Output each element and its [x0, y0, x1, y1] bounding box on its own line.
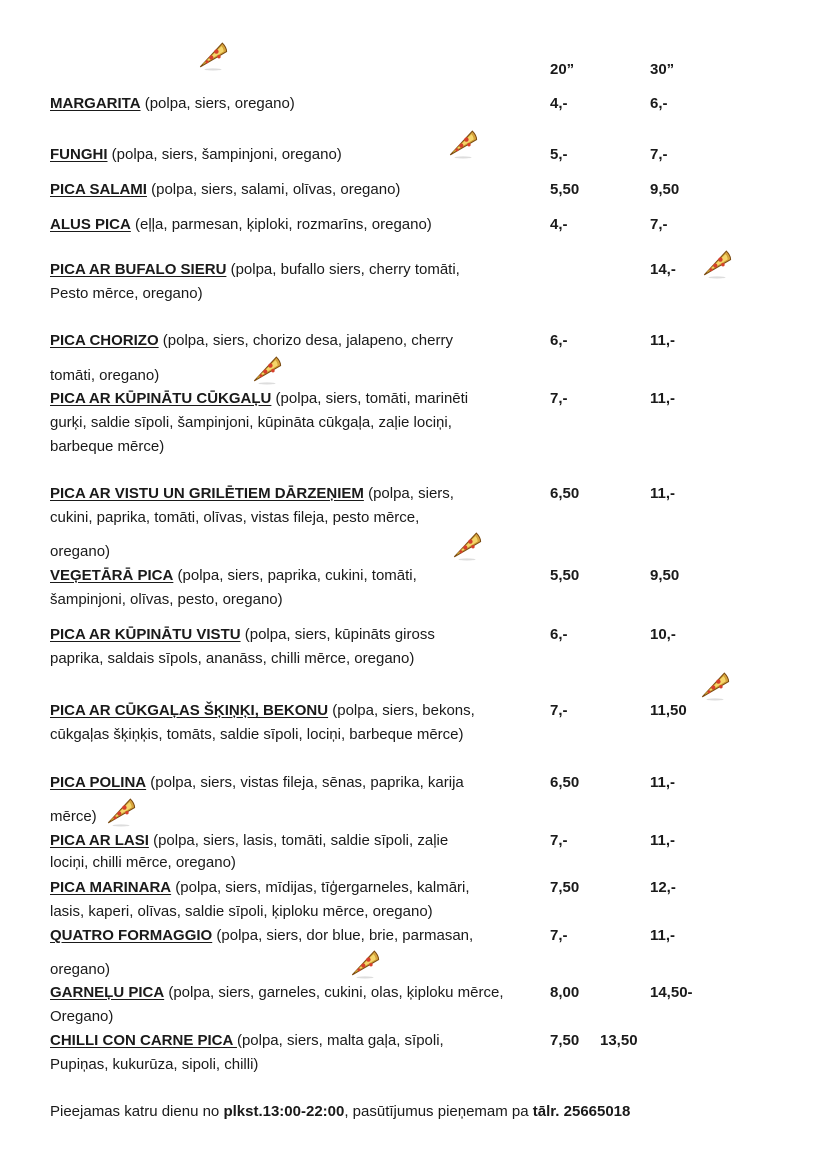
pizza-slice-icon	[446, 126, 480, 160]
price-20: 4,-	[550, 95, 568, 112]
item-desc: barbeque mērce)	[50, 438, 165, 455]
opening-hours: plkst.13:00-22:00	[223, 1103, 345, 1120]
item-desc: (polpa, siers, paprika, cukini, tomāti,	[173, 567, 417, 584]
footer-text: , pasūtījumus pieņemam pa	[344, 1103, 533, 1120]
pizza-slice-icon	[348, 946, 382, 980]
pizza-slice-icon	[698, 668, 732, 702]
price-20: 5,-	[550, 146, 568, 163]
item-desc: (polpa, siers, garneles, cukini, olas, ķiploku mērce,	[164, 984, 504, 1001]
item-name: ALUS PICA	[50, 216, 131, 233]
price-30: 11,-	[650, 832, 676, 849]
price-30: 14,50-	[650, 984, 693, 1001]
item-name: MARGARITA	[50, 95, 141, 112]
price-30: 14,-	[650, 261, 676, 278]
item-desc: (polpa, siers, tomāti, marinēti	[271, 390, 469, 407]
price-20: 7,-	[550, 702, 568, 719]
item-name: PICA POLINA	[50, 774, 147, 791]
price-30: 6,-	[650, 95, 668, 112]
item-desc: Pesto mērce, oregano)	[50, 285, 203, 302]
price-20: 5,50	[550, 567, 580, 584]
price-30: 13,50	[600, 1032, 638, 1049]
size-20-header: 20”	[550, 61, 575, 78]
item-desc: oregano)	[50, 961, 111, 978]
price-30: 9,50	[650, 567, 680, 584]
item-desc: (polpa, siers, bekons,	[328, 702, 475, 719]
item-name: PICA AR LASI	[50, 832, 149, 849]
price-30: 7,-	[650, 216, 668, 233]
size-30-header: 30”	[650, 61, 675, 78]
price-20: 7,-	[550, 927, 568, 944]
price-20: 6,50	[550, 485, 580, 502]
item-desc: (polpa, siers, dor blue, brie, parmasan,	[212, 927, 474, 944]
price-30: 11,-	[650, 332, 676, 349]
opening-hours-note	[50, 1102, 630, 1122]
price-20: 7,50	[550, 879, 580, 896]
price-30: 11,-	[650, 927, 676, 944]
item-desc: (polpa, siers, malta gaļa, sīpoli,	[236, 1032, 444, 1049]
item-desc: tomāti, oregano)	[50, 367, 160, 384]
item-desc: (polpa, siers, mīdijas, tīģergarneles, kalmāri,	[171, 879, 470, 896]
item-desc: paprika, saldais sīpols, ananāss, chilli mērce, oregano)	[50, 650, 415, 667]
item-name: PICA AR KŪPINĀTU VISTU	[50, 626, 241, 643]
price-30: 7,-	[650, 146, 668, 163]
pizza-slice-icon	[700, 246, 734, 280]
item-name: PICA AR VISTU UN GRILĒTIEM DĀRZEŅIEM	[50, 485, 364, 502]
item-desc: (polpa, siers, lasis, tomāti, saldie sīpoli, zaļie	[148, 832, 449, 849]
item-name: GARNEĻU PICA	[50, 984, 165, 1001]
item-desc: (polpa, siers, salami, olīvas, oregano)	[146, 181, 401, 198]
price-20: 8,00	[550, 984, 580, 1001]
price-30: 11,-	[650, 774, 676, 791]
price-30: 9,50	[650, 181, 680, 198]
item-desc: Oregano)	[50, 1008, 114, 1025]
item-name: PICA AR BUFALO SIERU	[50, 261, 227, 278]
item-name: PICA AR KŪPINĀTU CŪKGAĻU	[50, 390, 272, 407]
item-desc: (polpa, siers, vistas fileja, sēnas, paprika, karija	[146, 774, 464, 791]
item-desc: (polpa, siers, oregano)	[140, 95, 295, 112]
item-name: PICA CHORIZO	[50, 332, 159, 349]
price-30: 11,-	[650, 485, 676, 502]
item-desc: mērce)	[50, 808, 97, 825]
item-desc: (polpa, siers, chorizo desa, jalapeno, cherry	[158, 332, 453, 349]
item-name: VEĢETĀRĀ PICA	[50, 567, 174, 584]
item-desc: (polpa, siers, šampinjoni, oregano)	[107, 146, 342, 163]
price-20: 7,-	[550, 390, 568, 407]
item-name: PICA AR CŪKGAĻAS ŠĶIŅĶI, BEKONU	[50, 702, 329, 719]
item-name: PICA MARINARA	[50, 879, 172, 896]
item-name: QUATRO FORMAGGIO	[50, 927, 213, 944]
item-desc: šampinjoni, olīvas, pesto, oregano)	[50, 591, 283, 608]
item-desc: gurķi, saldie sīpoli, šampinjoni, kūpināta cūkgaļa, zaļie lociņi,	[50, 414, 452, 431]
price-30: 10,-	[650, 626, 676, 643]
price-20: 5,50	[550, 181, 580, 198]
item-desc: oregano)	[50, 543, 111, 560]
pizza-slice-icon	[450, 528, 484, 562]
item-desc: lociņi, chilli mērce, oregano)	[50, 854, 236, 871]
item-desc: (polpa, bufallo siers, cherry tomāti,	[226, 261, 460, 278]
item-desc: (polpa, siers, kūpināts giross	[240, 626, 435, 643]
price-20: 4,-	[550, 216, 568, 233]
item-desc: (polpa, siers,	[363, 485, 454, 502]
price-20: 6,50	[550, 774, 580, 791]
item-name: CHILLI CON CARNE PICA	[50, 1032, 237, 1049]
item-desc: cukini, paprika, tomāti, olīvas, vistas fileja, pesto mērce,	[50, 509, 420, 526]
price-20: 7,50	[550, 1032, 580, 1049]
price-20: 7,-	[550, 832, 568, 849]
price-30: 11,-	[650, 390, 676, 407]
footer-text: Pieejamas katru dienu no	[50, 1103, 224, 1120]
item-name: FUNGHI	[50, 146, 108, 163]
pizza-slice-icon	[250, 352, 284, 386]
item-desc: lasis, kaperi, olīvas, saldie sīpoli, ķiploku mērce, oregano)	[50, 903, 433, 920]
phone-number: tālr. 25665018	[532, 1103, 631, 1120]
item-desc: Pupiņas, kukurūza, sipoli, chilli)	[50, 1056, 259, 1073]
price-30: 11,50	[650, 702, 687, 719]
item-desc: cūkgaļas šķiņķis, tomāts, saldie sīpoli, lociņi, barbeque mērce)	[50, 726, 464, 743]
item-name: PICA SALAMI	[50, 181, 147, 198]
pizza-slice-icon	[196, 38, 230, 72]
item-desc: (eļļa, parmesan, ķiploki, rozmarīns, oregano)	[130, 216, 432, 233]
price-30: 12,-	[650, 879, 676, 896]
price-20: 6,-	[550, 626, 568, 643]
price-20: 6,-	[550, 332, 568, 349]
pizza-slice-icon	[104, 794, 138, 828]
